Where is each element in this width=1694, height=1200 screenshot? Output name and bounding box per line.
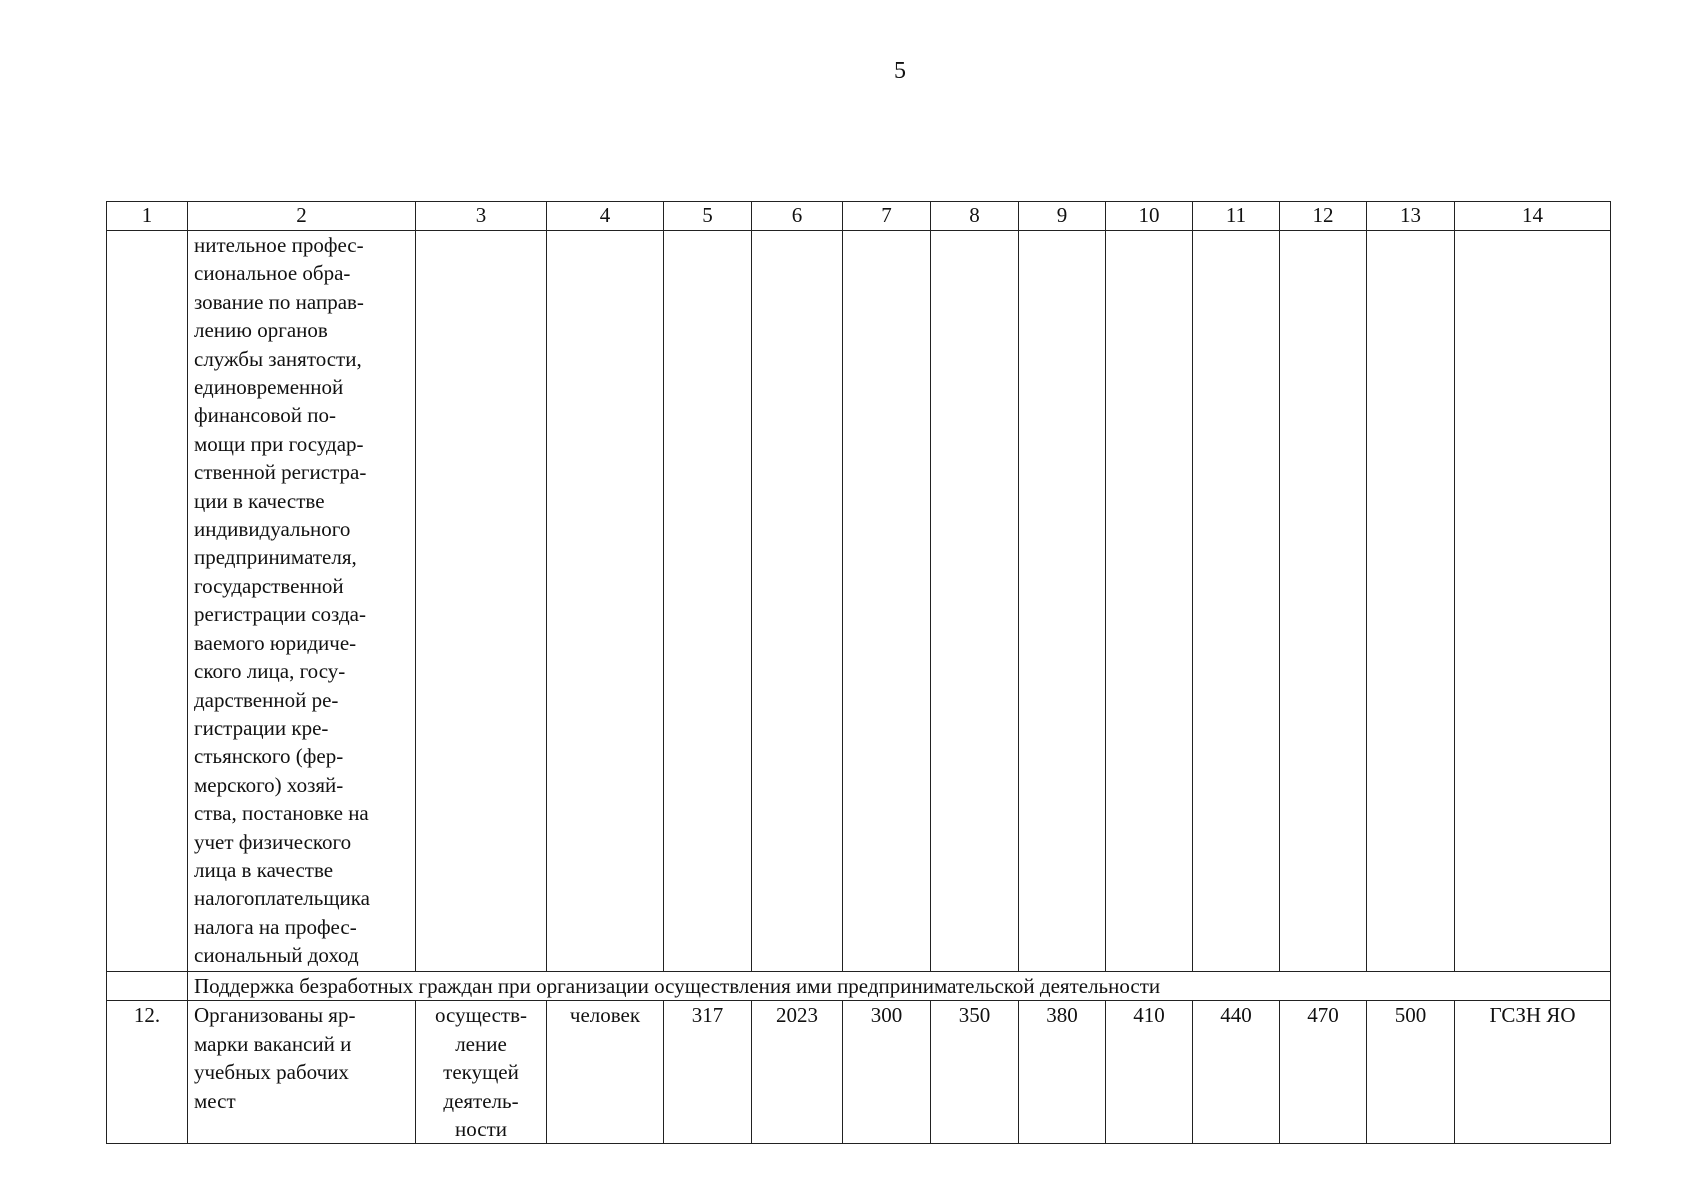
indicator-basis: осуществ- ление текущей деятель- ности <box>416 1001 547 1144</box>
value-cell: 300 <box>843 1001 931 1144</box>
column-number: 2 <box>188 202 416 231</box>
continued-row <box>107 231 1611 972</box>
column-number-row <box>107 202 1611 231</box>
unit: человек <box>547 1001 664 1144</box>
executor: ГСЗН ЯО <box>1455 1001 1611 1144</box>
column-number: 1 <box>107 202 188 231</box>
value-cell: 410 <box>1106 1001 1193 1144</box>
page-number: 5 <box>894 58 906 84</box>
column-number: 4 <box>547 202 664 231</box>
column-number: 13 <box>1367 202 1455 231</box>
value-cell: 2023 <box>752 1001 843 1144</box>
value-cell: 350 <box>931 1001 1019 1144</box>
column-number: 7 <box>843 202 931 231</box>
row-number: 12. <box>107 1001 188 1144</box>
column-number: 6 <box>752 202 843 231</box>
table-row <box>107 1001 1611 1144</box>
section-row <box>107 972 1611 1001</box>
column-number: 8 <box>931 202 1019 231</box>
column-number: 10 <box>1106 202 1193 231</box>
column-number: 14 <box>1455 202 1611 231</box>
indicator-name: Организованы яр- марки вакансий и учебных рабочих мест <box>188 1001 416 1144</box>
value-cell: 380 <box>1019 1001 1106 1144</box>
value-cell: 317 <box>664 1001 752 1144</box>
section-title: Поддержка безработных граждан при организации осуществления ими предпринимательской деятельности <box>188 972 1611 1001</box>
continued-text: нительное профес- сиональное обра- зование по направ- лению органов службы занятости, единовременной финансовой по- мощи при государ- ственной регистра- ции в качестве индивидуального предпринимателя, государственной регистрации созда- ваемого юридиче- ского лица, госу- дарственной ре- гистрации кре- стьянского (фер- мерского) хозяй- ства, постановке на учет физического лица в качестве налогоплательщика налога на профес- сиональный доход <box>188 231 416 972</box>
value-cell: 440 <box>1193 1001 1280 1144</box>
column-number: 12 <box>1280 202 1367 231</box>
column-number: 11 <box>1193 202 1280 231</box>
column-number: 3 <box>416 202 547 231</box>
value-cell: 470 <box>1280 1001 1367 1144</box>
indicators-table <box>106 201 1611 1144</box>
column-number: 5 <box>664 202 752 231</box>
column-number: 9 <box>1019 202 1106 231</box>
value-cell: 500 <box>1367 1001 1455 1144</box>
